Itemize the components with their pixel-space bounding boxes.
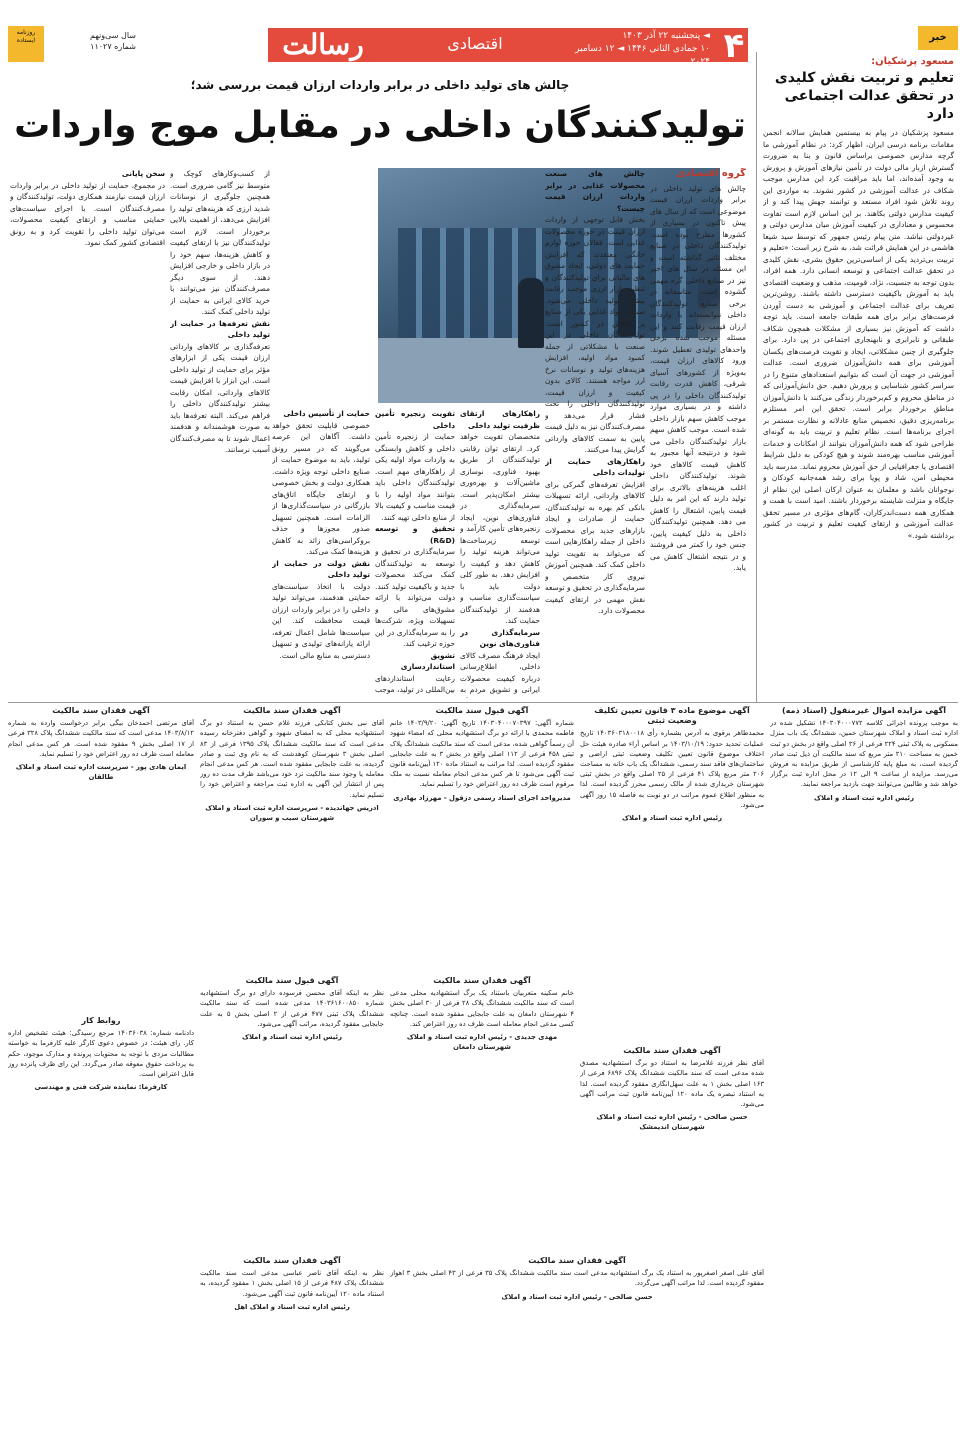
ad-title: آگهی فقدان سند مالکیت (52, 706, 150, 715)
issue-line: شماره ۱۱۰۲۷ (90, 42, 136, 51)
ad-signature: کارفرما: نماینده شرکت فنی و مهندسی (34, 1083, 168, 1092)
brand-mini: روزنامه ایستاده (16, 29, 36, 44)
ad-body: آقای مرتضی احمدخان بیگی برابر درخواست وارده به شماره ۱۴۰۳/۸/۱۲ مدعی است که سند مالکیت ششدانگ پلاک ۳۲۸ فرعی از ۱۷ اصلی بخش ۹ مفقود شده است. هر کس مدعی انجام معامله است ظرف ده روز اعتراض خود را تسلیم نماید. (8, 719, 194, 758)
year-line: سال سی‌ونهم (90, 31, 136, 40)
article-col4b-text: سرمایه‌گذاری در تحقیق و توسعه به تولیدکنندگان کمک می‌کند محصولات جدید و باکیفیت تولید کنند. دولت می‌تواند با ارائه مشوق‌های مالی و تسهیلات ویژه، شرکت‌ها را به سرمایه‌گذاری در این حوزه ترغیب کند. (375, 547, 455, 648)
newspaper-logo: رسالت (268, 28, 378, 62)
ad-title: آگهی فقدان سند مالکیت (243, 706, 341, 715)
article-col3b-text: ایجاد فرهنگ مصرف کالای داخلی، اطلاع‌رسانی درباره کیفیت محصولات ایرانی و تشویق مردم به (460, 650, 540, 694)
ad-body: آقای نظر فرزند غلامرضا به استناد دو برگ استشهادیه مصدق شده مدعی است که سند مالکیت ششدانگ پلاک ۶۸۹۶ فرعی از ۱۶۳ اصلی بخش ۱ به علت سهل‌انگاری مفقود گردیده است. لذا به استناد تبصره یک ماده ۱۲۰ آیین‌نامه قانون ثبت مراتب آگهی می‌شود. (580, 1059, 764, 1109)
article-subhead: حمایت از تأسیس داخلی (283, 409, 370, 418)
ad-notice (580, 1046, 764, 1246)
article-column-6 (170, 168, 270, 698)
ad-notice (580, 706, 764, 1036)
article-col3-text: متخصصان تقویت خواهد کرد. ارتقای توان رقابتی تولیدکنندگان از طریق بهبود فناوری، نوسازی ماشین‌آلات و بهره‌وری بیشتر امکان‌پذیر است. سرمایه‌گذاری در فناوری‌های نوین، ایجاد زنجیره‌های تأمین کارآمد و توسعه زیرساخت‌ها می‌تواند هزینه تولید را کاهش دهد و کیفیت را افزایش دهد. به طور کلی دولت باید با سیاست‌گذاری مناسب و هدفمند از تولیدکنندگان حمایت کند. (460, 432, 540, 625)
news-title: تعلیم و تربیت نقش کلیدی در تحقق عدالت اجتماعی دارد (774, 70, 954, 122)
ad-title: آگهی موضوع ماده ۳ قانون تعیین تکلیف وضعیت ثبتی (594, 706, 750, 726)
article-col5b-text: دولت با اتخاذ سیاست‌های حمایتی هدفمند، می‌تواند تولید داخلی را در برابر واردات ارزان قیمت محافظت کند. این سیاست‌ها شامل اعمال تعرفه، ارائه یارانه‌های تولیدی و تسهیل دسترسی به منابع مالی است. (272, 581, 370, 660)
ad-notice (390, 1256, 764, 1434)
article-column-2 (545, 168, 645, 698)
ad-body: نظر به اینکه آقای ناصر عباسی مدعی است سند مالکیت ششدانگ پلاک ۴۸۷ فرعی از ۱۵ اصلی بخش ۱ مفقود گردیده، به استناد ماده ۱۲۰ آیین‌نامه قانون ثبت آگهی می‌شود. (200, 1269, 384, 1298)
article-column-4 (375, 408, 455, 698)
ad-title: آگهی مزایده اموال غیرمنقول (اسناد ذمه) (782, 706, 946, 715)
ad-signature: رئیس اداره ثبت اسناد و املاک (242, 1033, 342, 1042)
article-subhead: تشویق استانداردسازی (400, 650, 455, 671)
ad-notice (8, 706, 194, 1006)
ad-body: آقای نبی بخش کتابکی فرزند غلام حسن به استناد دو برگ استشهادیه محلی که به امضای شهود و گواهی دفترخانه رسیده مدعی است که سند مالکیت ششدانگ پلاک ۱۳۹۵ فرعی از ۸۳ اصلی بخش ۳ شهرستان کوهدشت که به نام وی ثبت و صادر گردیده، به علت جابجایی مفقود شده است. هر کس مدعی انجام معامله یا وجود سند مالکیت نزد خود می‌باشد ظرف مدت ده روز پس از انتشار این آگهی به اداره ثبت مراجعه و اعتراض خود را تسلیم نماید. (200, 719, 384, 799)
ad-notice (770, 706, 958, 1434)
article-subhead: راهکارهای ارتقای ظرفیت تولید داخلی (460, 409, 540, 430)
news-body: مسعود پزشکیان در پیام به بیستمین همایش سالانه انجمن مقامات برنامه درسی ایران، اظهار کرد: در نظام آموزشی ما گرچه مدارس خصوصی براساس قانون و بنا به ضرورت گسترش ازبار مالی دولت در تأمین نیازهای آموزش و پرورش به وجود آمده‌اند، اما باید مراقبت کرد این مدارس موجب شکاف در عدالت آموزشی در کشور نشوند. به مواردی این روند تلاش شود افراد مستعد و توانمند جهش پیدا کند و از کیفیت مدارس دولتی بکاهند. بر این اساس لازم است تفاوت محسوس و معناداری در کیفیت آموزش میان مدارس دولتی و غیردولتی نباشد. متن پیام رئیس جمهور که توسط سید شیعا هاشمی در این همایش قرائت شد، به شرح زیر است: «تعلیم و تربیت بی‌تردید یکی از اساسی‌ترین حقوق بشری، نقش کلیدی در تحقق عدالت اجتماعی و توسعه انسانی دارد. همه افراد، بدون توجه به جنسیت، نژاد، قومیت، مذهب و وضعیت اقتصادی باید به آموزش باکیفیت دسترسی داشته باشند. روشن‌ترین تعریف برای عدالت اجتماعی و آموزشی به دست آوردن فرصت‌های برابر برای همه طبقات جامعه است. باید توجه داشت که آموزش نیز بسیاری از مشکلات همچون شکاف طبقاتی و نابرابری و نابهنجاری اجتماعی در پی دارد. برای جلوگیری از چنین مشکلاتی، ایجاد و تقویت فرصت‌های یکسان آموزشی برای همه دانش‌آموزان ضروری است. عدالت آموزشی در جهت آن است که بتوانیم استعدادهای متنوع را در سراسر کشور شناسایی و پرورش دهیم. حق دانش‌آموزانی که در مناطق محروم و کم‌برخوردار زندگی می‌کنند با دانش‌آموزان مناطق برخوردار برابر است. تحقق این امر مستلزم برنامه‌ریزی دقیق، تخصیص منابع عادلانه و نظارت مستمر بر اجرای برنامه‌ها است. نظام تعلیم و تربیت باید به گونه‌ای طراحی شود که همه دانش‌آموزان بتوانند از امکانات و خدمات آموزشی مناسب بهره‌مند شوند و هیچ کودکی به دلیل شرایط اقتصادی یا جغرافیایی از حق آموزش محروم نماند. مدرسه باید محیطی امن، شاد و پویا برای رشد همه‌جانبه کودکان و نوجوانان باشد و معلمان به عنوان ارکان اصلی این نظام از جایگاه و منزلت شایسته برخوردار باشند. امید است با همت و همکاری همه دست‌اندرکاران، گام‌های مؤثری در مسیر تحقق عدالت آموزشی و ارتقای کیفیت تعلیم و تربیت در کشور برداشته شود.» (763, 128, 954, 540)
ad-body: محمدطاهر برقوی به آدرس بشماره رأی ۱۴۰۳۶۰۳۱۸۰۰۱۸ تاریخ عملیات تحدید حدود: ۱۴۰۳/۱۰/۱۹ بر اساس آراء صادره هیئت حل اختلاف موضوع قانون تعیین تکلیف وضعیت ثبتی اراضی و ساختمان‌های فاقد سند رسمی، ششدانگ یک باب خانه به مساحت ۲۰۶ متر مربع پلاک ۴۱ فرعی از ۲۵ اصلی واقع در بخش ثبتی شهرستان خریداری شده از مالک رسمی محرز گردیده است. لذا به منظور اطلاع عموم مراتب در دو نوبت به فاصله ۱۵ روز آگهی می‌شود. (580, 729, 764, 809)
article-subhead: چالش های صنعت محصولات غذایی در برابر واردات ارزان قیمت چیست؟ (545, 169, 645, 213)
article-col1-text: چالش های تولید داخلی در برابر واردات ارزان قیمت موضوعی است که از سال های پیش تاکنون در بسیاری از کشورها مطرح بوده است. تولیدکنندگان داخلی در صنایع مختلف تاثیر گذاشته است و این مسئله در سال های اخیر نیز در صنایع داخلی گره مهمی گشوده است. متاسفانه در برخی صنایع، تولیدکنندگان داخلی نتوانسته‌اند با واردات ارزان قیمت رقابت کنند و این مسئله موجب شده برخی واحدهای تولیدی تعطیل شوند. ورود کالاهای ارزان قیمت، به‌ویژه از کشورهای آسیای شرقی، کاهش قدرت رقابت تولیدکنندگان داخلی را در پی داشته و در بسیاری موارد موجب کاهش سهم بازار داخلی شده است. موجب کاهش سهم بازار تولیدکنندگان داخلی می شود و درنتیجه آنها مجبور به کاهش قیمت کالاهای خود شوند. تولیدکنندگان داخلی اغلب هزینه‌های بالاتری برای تولید دارند که این امر به دلیل قیمت پایین، اشتغال را کاهش می دهد. همچنین تولیدکنندگان داخلی به دلیل کیفیت پایین، جنس خود را کمتر می فروشند و در نتیجه اشتغال کاهش می یابد. (650, 183, 746, 572)
worker-figure (518, 278, 544, 348)
article-col4c-text: رعایت استانداردهای بین‌المللی در تولید، موجب (375, 673, 455, 694)
article-subhead: راهکارهای حمایت از تولیدات داخلی (545, 456, 645, 477)
ad-title: آگهی فقدان سند مالکیت (528, 1256, 626, 1265)
ad-notice (200, 706, 384, 966)
ad-notice (200, 1256, 384, 1434)
section-title: اقتصادی (447, 34, 503, 53)
ad-signature: ایمان هادی پور - سرپرست اداره ثبت اسناد و املاک طالقان (15, 763, 187, 782)
classified-ads (8, 706, 958, 1436)
article-column-3 (460, 408, 540, 698)
ad-title: آگهی فقدان سند مالکیت (433, 976, 531, 985)
article-author: گروه اقتصادی (676, 168, 746, 179)
article-kicker: چالش های تولید داخلی در برابر واردات ارزان قیمت بررسی شد؛ (190, 78, 570, 92)
page-number: ۴ (723, 26, 745, 66)
ad-body: شماره آگهی: ۱۴۰۳۰۴۰۰۰۷۰۳۹۷ تاریخ آگهی: ۱۴۰۳/۹/۲۰ خانم فاطمه محمدی با ارائه دو برگ استشهادیه محلی که امضاء شهود آن رسماً گواهی شده، مدعی است که سند مالکیت ششدانگ پلاک ثبتی ۴۵۸ فرعی از ۱۱۲ اصلی واقع در بخش ۳ به علت جابجایی مفقود گردیده است. لذا مراتب به استناد ماده ۱۲۰ آیین‌نامه قانون ثبت آگهی می‌شود تا هر کس مدعی انجام معامله نسبت به ملک مرقوم است ظرف ده روز اعتراض خود را تسلیم نماید. (390, 719, 574, 789)
article-column-5 (272, 408, 370, 698)
article-col2-text: بخش قابل توجهی از واردات ارزان قیمت در حوزه محصولات غذایی است. فعالان حوزه لوازم خانگی معتقدند که افزایش حمایت های دولتی، ایجاد مشوق های مالیاتی برای تولیدکنندگان و تنظیم بازار ارزی موجب رقابت بیشتر تولید داخلی می‌شود. صنعت مواد غذایی یکی از صنایع پر چالش در کشور است. تولیدکنندگان داخلی در این صنعت با مشکلاتی از جمله کمبود مواد اولیه، افزایش هزینه‌های تولید و نوسانات نرخ ارز مواجه هستند. کالای بدون کیفیت و ارزان قیمت، تولیدکنندگان داخلی را تحت فشار قرار می‌دهد و مصرف‌کنندگان نیز به دلیل قیمت پایین به سمت کالاهای وارداتی گرایش پیدا می‌کنند. (545, 215, 645, 454)
article-subhead: نقش دولت در حمایت از تولید داخلی (272, 558, 370, 579)
date-fa: ◄ پنجشنبه ۲۲ آذر ۱۴۰۳ (622, 31, 710, 41)
ad-body: خانم سکینه متعربیان باستناد یک برگ استشهادیه محلی مدعی است که سند مالکیت ششدانگ پلاک ۲۸ فرعی از ۳۰ اصلی بخش ۴ شهرستان دامغان به علت جابجایی مفقود شده است. چنانچه کسی مدعی انجام معامله است ظرف ده روز اعتراض کند. (390, 989, 574, 1028)
article-subhead: سخن پایانی (121, 169, 165, 178)
article-col6c-text: در مجموع، حمایت از تولید داخلی در برابر واردات ارزان قیمت نیازمند همکاری دولت، تولیدکنندگان و مصرف‌کنندگان است. با اجرای سیاست‌های حمایتی مناسب و ارتقای کیفیت محصولات، می‌توان تولید داخلی را تقویت کرد و به رونق اقتصادی کشور کمک نمود. (10, 180, 165, 247)
ad-signature: مدیرواحد اجرای اسناد رسمی دزفول - مهرزاد بهادری (393, 793, 571, 802)
article-col6b-text: تعرفه‌گذاری بر کالاهای وارداتی ارزان قیمت یکی از ابزارهای مؤثر برای حمایت از تولید داخلی است. این ابزار با افزایش قیمت کالاهای وارداتی، امکان رقابت بیشتر تولیدکنندگان داخلی را فراهم می‌کند. البته تعرفه‌ها باید به صورت هوشمندانه و هدفمند اعمال شوند تا به مصرف‌کنندگان آسیب نرسانند. (170, 341, 270, 454)
article-subhead: تقویت زنجیره تأمین داخلی (375, 409, 455, 430)
article-col2b-text: افزایش تعرفه‌های گمرکی برای کالاهای وارداتی، ارائه تسهیلات بانکی کم بهره به تولیدکنندگان، حمایت از صادرات و ایجاد بازارهای جدید برای محصولات داخلی از جمله راهکارهایی است که می‌تواند به تقویت تولید داخلی کمک کند. همچنین آموزش نیروی کار متخصص و سرمایه‌گذاری در تحقیق و توسعه نقش مهمی در ارتقای کیفیت محصولات دارد. (545, 479, 645, 615)
news-column (756, 52, 960, 702)
ad-title: روابط کار (81, 1016, 121, 1025)
ad-notice (390, 706, 574, 966)
ad-title: آگهی قبول سند مالکیت (245, 976, 339, 985)
ad-title: آگهی قبول سند مالکیت (435, 706, 529, 715)
article-headline: تولیدکنندگان داخلی در مقابل موج واردات (14, 105, 746, 146)
article-subhead: نقش تعرفه‌ها در حمایت از تولید داخلی (170, 318, 270, 339)
ad-body: دادنامه شماره: ۱۴۰۳۶۰۳۸ مرجع رسیدگی: هیئت تشخیص اداره کار. رای هیئت: در خصوص دعوی کارگر علیه کارفرما به خواسته مطالبات مزدی با توجه به محتویات پرونده و مدارک موجود، حکم به پرداخت حقوق معوقه صادر می‌گردد. این رای ظرف پانزده روز قابل اعتراض است. (8, 1029, 194, 1079)
news-tab: خبر (918, 26, 958, 50)
ad-notice (8, 1016, 194, 1434)
ad-notice (200, 976, 384, 1246)
article-column-1 (650, 168, 746, 698)
ad-signature: رئیس اداره ثبت اسناد و املاک اهل (234, 1302, 350, 1311)
ad-signature: رئیس اداره ثبت اسناد و املاک (814, 793, 914, 802)
ad-body: نظر به اینکه آقای محسن فرسوده دارای دو برگ استشهادیه شماره ۱۴۰۳۶۱۶۰۰۸۵۰ مدعی شده است که سند مالکیت ششدانگ پلاک ثبتی ۴۷۷ فرعی از ۲ اصلی بخش ۵ به علت جابجایی مفقود گردیده، مراتب آگهی می‌شود. (200, 989, 384, 1028)
news-byline: مسعود پزشکیان: (871, 56, 954, 67)
article-col6-text: از کسب‌وکارهای کوچک و متوسط نیز گامی ضروری است. همچنین جلوگیری از نوسانات شدید ارزی که هزینه‌های تولید را افزایش می‌دهد، از اهمیت بالایی برخوردار است. لازم است تولیدکنندگان نیز با ارتقای کیفیت و کاهش هزینه‌ها، سهم خود را در بازار داخلی و خارجی افزایش دهند. از سوی دیگر مصرف‌کنندگان نیز می‌توانند با خرید کالای ایرانی به حمایت از تولید داخلی کمک کنند. (170, 169, 270, 316)
date-alt: ۱۰ جمادی الثانی ۱۴۴۶ ◄ ۱۲ دسامبر ۲۰۲۴ (575, 44, 710, 67)
ad-signature: حسن صالحی - رئیس اداره ثبت اسناد و املاک شهرستان اندیمشک (596, 1113, 748, 1132)
article-subhead: سرمایه‌گذاری در فناوری‌های نوین (460, 627, 540, 648)
ad-title: آگهی فقدان سند مالکیت (623, 1046, 721, 1055)
date-line (560, 30, 710, 69)
article-column-7 (10, 168, 165, 698)
brand-mini-box (8, 26, 44, 62)
ad-signature: مهدی جدیدی - رئیس اداره ثبت اسناد و املاک شهرستان دامغان (406, 1033, 558, 1052)
divider (8, 702, 958, 703)
ad-signature: ادریس جهاندیده - سرپرست اداره ثبت اسناد و املاک شهرستان سیب و سوران (205, 803, 379, 823)
ad-body: به موجب پرونده اجرائی کلاسه ۱۴۰۳۰۴۰۰۰۷۷۲ تشکیل شده در اداره ثبت اسناد و املاک شهرستان خمین، ششدانگ یک باب منزل مسکونی به پلاک ثبتی ۲۲۴ فرعی از ۳۶ اصلی واقع در بخش دو ثبت خمین به مساحت ۲۱۰ متر مربع که سند مالکیت آن ذیل ثبت صادر گردیده است، به مبلغ پایه کارشناسی از طریق مزایده به فروش می‌رسد. مزایده از ساعت ۹ الی ۱۲ در محل اداره ثبت برگزار خواهد شد و طالبین می‌توانند جهت بازدید مراجعه نمایند. (770, 719, 958, 789)
issue-info (46, 30, 136, 52)
ad-notice (390, 976, 574, 1246)
article-col5-text: خصوصی قابلیت تحقق خواهد داشت. آگاهان این عرصه می‌گویند که در مسیر رونق تولید، باید به موضوع حمایت از صنایع داخلی توجه ویژه داشت. همکاری دولت و بخش خصوصی و ارتقای جایگاه اتاق‌های بازرگانی در سیاست‌گذاری‌ها از الزامات است. همچنین تسهیل صدور مجوزها و حذف بروکراسی‌های زائد به کاهش هزینه‌ها کمک می‌کند. (272, 420, 370, 556)
article-subhead: تحقیق و توسعه (R&D) (375, 524, 455, 545)
ad-signature: حسن صالحی - رئیس اداره ثبت اسناد و املاک (501, 1292, 653, 1301)
ad-signature: رئیس اداره ثبت اسناد و املاک (622, 814, 722, 823)
article-col4-text: حمایت از زنجیره تأمین داخلی و کاهش وابستگی به واردات مواد اولیه یکی از راهکارهای مهم است. تولیدکنندگان داخلی باید بتوانند مواد اولیه را با قیمت مناسب و کیفیت بالا از منابع داخلی تهیه کنند. (375, 432, 455, 522)
ad-title: آگهی فقدان سند مالکیت (243, 1256, 341, 1265)
ad-body: آقای علی اصغر اصغرپور به استناد یک برگ استشهادیه مدعی است سند مالکیت ششدانگ پلاک ۳۵ فرعی از ۴۳ اصلی بخش ۳ اهواز مفقود گردیده است. لذا مراتب آگهی می‌گردد. (390, 1269, 764, 1288)
